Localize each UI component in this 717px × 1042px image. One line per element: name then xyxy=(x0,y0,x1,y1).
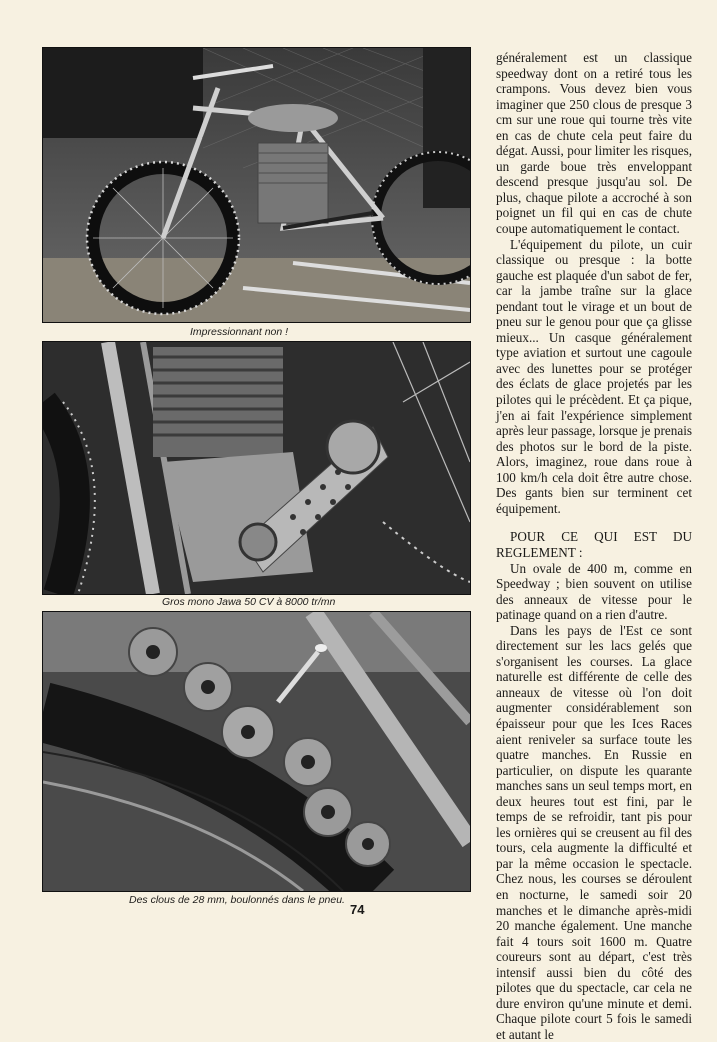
caption-photo2: Gros mono Jawa 50 CV à 8000 tr/mn xyxy=(162,596,336,608)
photo-studs xyxy=(42,611,471,892)
article-paragraph-4: Dans les pays de l'Est ce sont directement sur les lacs gelés que s'organisent les courses. La glace naturelle est différente de celle des anneaux de vitesse où l'on doit augmenter considérablement son épaisseur pour que les Ices Races aient reniveler sa surface toute les quatre manches. En Russie en particulier, on dispute les quarante manches sans un seul temps mort, en deux heures tout est fini, par le temps de se refroidir, tant pis pour les ornières qui se creusent au fil des tours, cela augmente la difficulté et par la même occasion le spectacle. Chez nous, les courses se déroulent en nocturne, le samedi soir 20 manches et le dimanche après-midi 20 manche également. Une manche fait 4 tours soit 1600 m. Quatre coureurs sont au départ, c'est très intensif aussi bien du côté des pilotes que du spectacle, car cela ne dure environ qu'une minute et demi. Chaque pilote court 5 fois le samedi et autant le xyxy=(496,622,692,1042)
caption-photo3: Des clous de 28 mm, boulonnés dans le pneu. xyxy=(129,894,345,906)
article-text-column xyxy=(496,50,692,1042)
photo-engine xyxy=(42,341,471,595)
caption-photo1: Impressionnant non ! xyxy=(190,326,289,338)
page-number: 74 xyxy=(350,902,365,917)
photo-motorcycle xyxy=(42,47,471,323)
article-paragraph-3: Un ovale de 400 m, comme en Speedway ; bien souvent on utilise des anneaux de vitesse pour le patinage quand on a rien d'autre. xyxy=(496,560,692,623)
article-paragraph-1: généralement est un classique speedway dont on a retiré tous les crampons. Vous devez bien vous imaginer que 250 clous de presque 3 cm sur une roue qui tourne très vite en cas de chute cela peut faire du dégat. Aussi, pour limiter les risques, un garde boue très enveloppant descend presque jusqu'au sol. De plus, chaque pilote a accroché à son poignet un fil qui en cas de chute coupe automatiquement le contact. xyxy=(496,50,692,237)
article-paragraph-2: L'équipement du pilote, un cuir classique ou presque : la botte gauche est plaquée d'un sabot de fer, car la jambe traîne sur la glace pendant tout le virage et un bout de pneu sur le genou pour que ça glisse mieux... Un casque généralement type aviation et surtout une cagoule avec des lunettes pour se protéger des éclats de glace projetés par les pilotes qui le précèdent. Et ça pique, j'en ai fait l'expérience simplement après leur passage, lorsque je prenais des photos sur le bord de la piste. Alors, imaginez, roue dans roue à 100 km/h cela doit être autre chose. Des gants bien sur terminent cet équipement. xyxy=(496,236,692,516)
article-section-heading: POUR CE QUI EST DU REGLEMENT : xyxy=(496,529,692,560)
